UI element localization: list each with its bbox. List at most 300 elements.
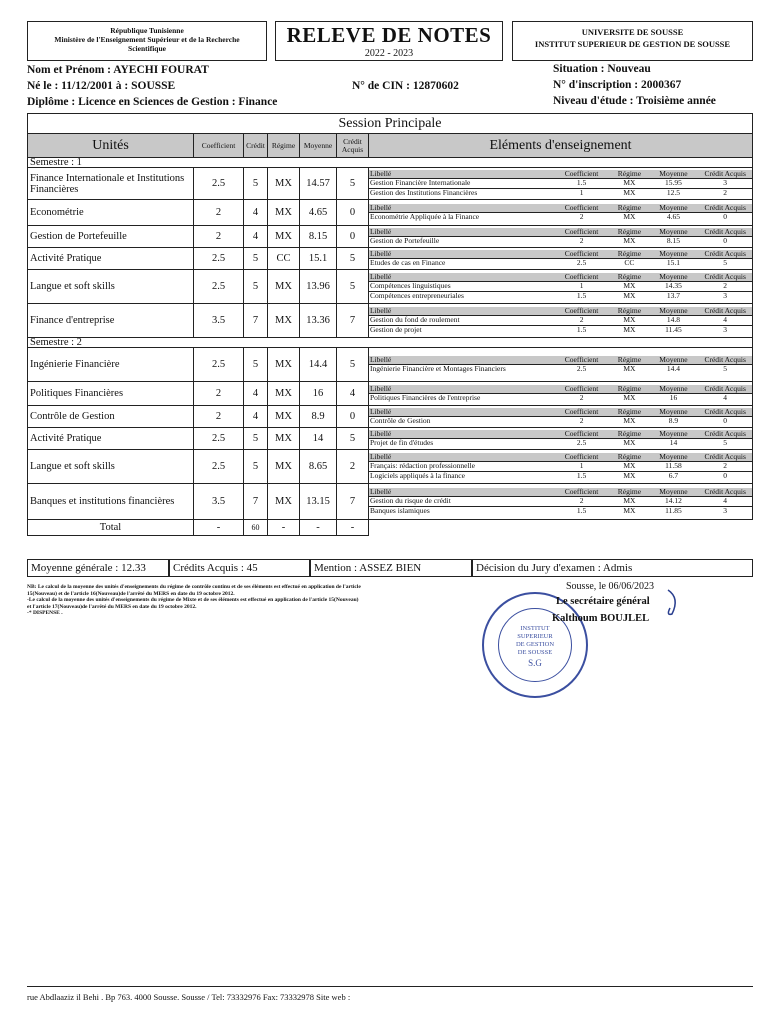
element-credit: 0 bbox=[723, 236, 728, 245]
elements-header-regime: Régime bbox=[610, 204, 648, 213]
elements-header-libelle: Libellé bbox=[369, 356, 553, 365]
unit-credit: 4 bbox=[244, 200, 268, 226]
unit-credit-acquired: 5 bbox=[337, 428, 369, 450]
elements-header-moyenne: Moyenne bbox=[649, 488, 699, 497]
elements-header-credit: Crédit Acquis bbox=[698, 170, 752, 179]
elements-table bbox=[369, 250, 752, 268]
unit-credit-acquired: 0 bbox=[337, 226, 369, 248]
element-regime: MX bbox=[623, 364, 636, 373]
elements-cell bbox=[369, 270, 753, 304]
unit-credit-acquired: 0 bbox=[337, 200, 369, 226]
elements-header-libelle: Libellé bbox=[369, 250, 553, 259]
unit-coefficient: 2.5 bbox=[194, 270, 244, 304]
semester-label: Semestre : 2 bbox=[28, 338, 753, 348]
elements-header-moyenne: Moyenne bbox=[649, 250, 699, 259]
academic-year: 2022 - 2023 bbox=[364, 48, 414, 59]
unit-row bbox=[28, 270, 753, 304]
elements-header-regime: Régime bbox=[610, 356, 648, 365]
unit-row bbox=[28, 248, 753, 270]
element-coefficient: 1.5 bbox=[576, 324, 587, 334]
elements-header-credit: Crédit Acquis bbox=[698, 273, 752, 282]
element-coefficient: 2 bbox=[579, 416, 584, 425]
element-average: 11.85 bbox=[665, 505, 682, 515]
elements-header-coef: Coefficient bbox=[553, 356, 610, 365]
elements-header-credit: Crédit Acquis bbox=[698, 307, 752, 316]
elements-table bbox=[369, 488, 752, 516]
note-line: et l'article 17(Nouveau)de l'arrêté du MERS en date du 19 octobre 2012. bbox=[27, 603, 197, 610]
unit-credit-acquired: 7 bbox=[337, 304, 369, 338]
col-elements: Eléments d'enseignement bbox=[369, 134, 753, 158]
semester-row bbox=[28, 338, 753, 348]
unit-row bbox=[28, 406, 753, 428]
element-credit: 5 bbox=[723, 258, 728, 267]
element-label: Contrôle de Gestion bbox=[370, 416, 431, 425]
unit-average: 8.9 bbox=[300, 406, 337, 428]
unit-credit: 5 bbox=[244, 428, 268, 450]
signatory-role: Le secrétaire général bbox=[556, 596, 650, 607]
element-regime: MX bbox=[623, 212, 636, 221]
official-stamp bbox=[482, 592, 588, 698]
total-blank bbox=[369, 520, 753, 536]
element-regime: MX bbox=[623, 438, 636, 447]
element-credit: 3 bbox=[698, 179, 752, 189]
grades-table bbox=[27, 133, 753, 536]
unit-row bbox=[28, 168, 753, 200]
unit-name: Finance d'entreprise bbox=[28, 304, 194, 338]
total-row bbox=[28, 520, 753, 536]
elements-header-coef: Coefficient bbox=[553, 307, 610, 316]
elements-header-libelle: Libellé bbox=[369, 170, 553, 179]
note-line: NB: Le calcul de la moyenne des unités d'enseignements du régime de contrôle continu et de ses éléments est effectué en application de l'article bbox=[27, 584, 361, 590]
unit-coefficient: 2.5 bbox=[194, 248, 244, 270]
unit-coefficient: 2.5 bbox=[194, 428, 244, 450]
elements-table bbox=[369, 385, 752, 403]
element-credit: 4 bbox=[698, 497, 752, 507]
elements-table bbox=[369, 273, 752, 301]
unit-coefficient: 3.5 bbox=[194, 304, 244, 338]
semester-row bbox=[28, 158, 753, 168]
element-coefficient: 2 bbox=[579, 212, 584, 221]
unit-regime: MX bbox=[268, 304, 300, 338]
element-average: 15.95 bbox=[649, 179, 699, 189]
unit-name: Politiques Financières bbox=[28, 382, 194, 406]
element-credit: 0 bbox=[723, 470, 728, 480]
elements-header-coef: Coefficient bbox=[553, 385, 610, 394]
unit-credit: 7 bbox=[244, 304, 268, 338]
unit-coefficient: 2.5 bbox=[194, 450, 244, 484]
element-regime: MX bbox=[623, 290, 636, 300]
element-label: Gestion de projet bbox=[370, 324, 422, 334]
elements-header-credit: Crédit Acquis bbox=[698, 385, 752, 394]
student-birth: Né le : 11/12/2001 à : SOUSSE bbox=[27, 80, 176, 92]
total-credit-acquired: - bbox=[337, 520, 369, 536]
elements-header-libelle: Libellé bbox=[369, 430, 553, 439]
stamp-text: SUPERIEUR bbox=[517, 633, 553, 640]
element-average: 14 bbox=[669, 438, 678, 447]
elements-header-moyenne: Moyenne bbox=[649, 170, 699, 179]
element-regime: MX bbox=[610, 282, 648, 292]
element-regime: MX bbox=[623, 416, 636, 425]
unit-average: 8.15 bbox=[300, 226, 337, 248]
element-average: 8.9 bbox=[668, 416, 679, 425]
elements-cell bbox=[369, 406, 753, 428]
element-row bbox=[369, 417, 752, 426]
unit-name: Econométrie bbox=[28, 200, 194, 226]
element-row bbox=[369, 462, 752, 472]
unit-average: 14.57 bbox=[300, 168, 337, 200]
ministry-line-1: République Tunisienne bbox=[110, 26, 184, 35]
unit-credit: 4 bbox=[244, 226, 268, 248]
col-credit: Crédit bbox=[244, 134, 268, 158]
element-credit: 2 bbox=[698, 282, 752, 292]
element-label: Econométrie Appliquée à la Finance bbox=[370, 212, 480, 221]
elements-header-coef: Coefficient bbox=[553, 204, 610, 213]
elements-cell bbox=[369, 248, 753, 270]
unit-credit: 5 bbox=[244, 348, 268, 382]
element-average: 13.7 bbox=[666, 290, 681, 300]
student-level: Niveau d'étude : Troisième année bbox=[553, 95, 716, 107]
title-box bbox=[275, 21, 503, 61]
element-row bbox=[369, 237, 752, 246]
unit-average: 14.4 bbox=[300, 348, 337, 382]
element-label: Gestion du fond de roulement bbox=[369, 316, 553, 326]
elements-cell bbox=[369, 304, 753, 338]
element-coefficient: 1 bbox=[553, 282, 610, 292]
element-coefficient: 2 bbox=[579, 393, 584, 402]
element-label: Gestion des Institutions Financières bbox=[370, 187, 478, 197]
elements-header-credit: Crédit Acquis bbox=[698, 408, 752, 417]
element-regime: MX bbox=[623, 324, 636, 334]
element-label: Compétences entrepreneuriales bbox=[370, 290, 464, 300]
note-line: -Le calcul de la moyenne des unités d'enseignements du régime de Mixte et de ses éléments est effectué en application de l'article 15(Nouveau) bbox=[27, 597, 359, 603]
element-label: Logiciels appliqués à la finance bbox=[370, 470, 465, 480]
element-row bbox=[369, 471, 752, 480]
unit-coefficient: 2 bbox=[194, 406, 244, 428]
unit-name: Langue et soft skills bbox=[28, 270, 194, 304]
elements-header-moyenne: Moyenne bbox=[649, 430, 699, 439]
elements-header-regime: Régime bbox=[610, 453, 648, 462]
elements-header-libelle: Libellé bbox=[369, 204, 553, 213]
mention: Mention : ASSEZ BIEN bbox=[310, 559, 472, 577]
unit-regime: MX bbox=[268, 428, 300, 450]
element-row bbox=[369, 506, 752, 515]
unit-credit: 7 bbox=[244, 484, 268, 520]
elements-table bbox=[369, 204, 752, 222]
element-credit: 5 bbox=[723, 364, 728, 373]
address-footer: rue Abdlaaziz il Behi . Bp 763. 4000 Sousse. Sousse / Tel: 73332976 Fax: 73332978 Site web : bbox=[27, 986, 753, 1002]
unit-credit-acquired: 2 bbox=[337, 450, 369, 484]
element-average: 14.4 bbox=[666, 364, 681, 373]
elements-header-regime: Régime bbox=[610, 250, 648, 259]
element-average: 8.15 bbox=[666, 236, 681, 245]
elements-cell bbox=[369, 382, 753, 406]
element-average: 14.12 bbox=[649, 497, 699, 507]
elements-header-libelle: Libellé bbox=[369, 453, 553, 462]
elements-header-regime: Régime bbox=[610, 307, 648, 316]
total-average: - bbox=[300, 520, 337, 536]
element-row bbox=[369, 394, 752, 403]
elements-header-coef: Coefficient bbox=[553, 273, 610, 282]
elements-header-libelle: Libellé bbox=[369, 385, 553, 394]
elements-header-regime: Régime bbox=[610, 408, 648, 417]
element-label: Français: rédaction professionnelle bbox=[369, 462, 553, 472]
element-credit: 3 bbox=[723, 324, 728, 334]
element-credit: 2 bbox=[698, 462, 752, 472]
general-average: Moyenne générale : 12.33 bbox=[27, 559, 169, 577]
unit-coefficient: 2.5 bbox=[194, 348, 244, 382]
unit-average: 13.36 bbox=[300, 304, 337, 338]
stamp-text: DE SOUSSE bbox=[517, 649, 553, 656]
element-coefficient: 1.5 bbox=[576, 470, 587, 480]
element-label: Gestion du risque de crédit bbox=[369, 497, 553, 507]
unit-average: 15.1 bbox=[300, 248, 337, 270]
ministry-box bbox=[27, 21, 267, 61]
elements-header-coef: Coefficient bbox=[553, 170, 610, 179]
element-regime: MX bbox=[623, 505, 636, 515]
col-coefficient: Coefficient bbox=[194, 134, 244, 158]
elements-cell bbox=[369, 168, 753, 200]
elements-header-moyenne: Moyenne bbox=[649, 273, 699, 282]
student-inscription: N° d'inscription : 2000367 bbox=[553, 79, 682, 91]
session-title: Session Principale bbox=[27, 113, 753, 133]
elements-table bbox=[369, 170, 752, 198]
element-coefficient: 2.5 bbox=[576, 258, 587, 267]
element-average: 16 bbox=[669, 393, 678, 402]
element-row bbox=[369, 188, 752, 197]
legal-notes bbox=[27, 584, 467, 617]
elements-header-coef: Coefficient bbox=[553, 408, 610, 417]
element-label: Banques islamiques bbox=[370, 505, 430, 515]
element-credit: 0 bbox=[723, 212, 728, 221]
element-label: Projet de fin d'études bbox=[370, 438, 434, 447]
element-coefficient: 1 bbox=[579, 187, 584, 197]
unit-name: Activité Pratique bbox=[28, 428, 194, 450]
element-regime: MX bbox=[623, 236, 636, 245]
total-regime: - bbox=[268, 520, 300, 536]
signature-mark bbox=[660, 588, 690, 618]
unit-regime: MX bbox=[268, 382, 300, 406]
unit-regime: CC bbox=[268, 248, 300, 270]
unit-credit: 4 bbox=[244, 406, 268, 428]
element-credit: 4 bbox=[698, 316, 752, 326]
elements-header-coef: Coefficient bbox=[553, 228, 610, 237]
elements-cell bbox=[369, 428, 753, 450]
note-line: -* DISPENSE . bbox=[27, 610, 63, 616]
element-average: 6.7 bbox=[668, 470, 679, 480]
ministry-line-2: Ministère de l'Enseignement Supérieur et de la Recherche bbox=[54, 35, 240, 44]
elements-cell bbox=[369, 226, 753, 248]
jury-decision: Décision du Jury d'examen : Admis bbox=[472, 559, 753, 577]
element-label: Politiques Financières de l'entreprise bbox=[370, 393, 481, 402]
unit-average: 8.65 bbox=[300, 450, 337, 484]
unit-regime: MX bbox=[268, 484, 300, 520]
unit-name: Activité Pratique bbox=[28, 248, 194, 270]
elements-header-moyenne: Moyenne bbox=[649, 228, 699, 237]
unit-row bbox=[28, 226, 753, 248]
total-coefficient: - bbox=[194, 520, 244, 536]
unit-credit-acquired: 5 bbox=[337, 348, 369, 382]
stamp-text: DE GESTION bbox=[515, 641, 555, 648]
element-label: Gestion Financière Internationale bbox=[369, 179, 553, 189]
elements-header-regime: Régime bbox=[610, 228, 648, 237]
institute-name: INSTITUT SUPERIEUR DE GESTION DE SOUSSE bbox=[534, 39, 731, 49]
element-average: 15.1 bbox=[666, 258, 681, 267]
element-row bbox=[369, 282, 752, 292]
elements-header-regime: Régime bbox=[610, 170, 648, 179]
unit-credit-acquired: 4 bbox=[337, 382, 369, 406]
unit-credit: 5 bbox=[244, 248, 268, 270]
unit-average: 13.15 bbox=[300, 484, 337, 520]
university-box bbox=[512, 21, 753, 61]
element-average: 14.35 bbox=[649, 282, 699, 292]
unit-name: Langue et soft skills bbox=[28, 450, 194, 484]
element-label: Etudes de cas en Finance bbox=[370, 258, 446, 267]
element-coefficient: 2 bbox=[553, 316, 610, 326]
unit-average: 4.65 bbox=[300, 200, 337, 226]
element-regime: MX bbox=[610, 316, 648, 326]
elements-header-libelle: Libellé bbox=[369, 488, 553, 497]
unit-coefficient: 2 bbox=[194, 200, 244, 226]
elements-table bbox=[369, 408, 752, 426]
element-row bbox=[369, 259, 752, 268]
element-average: 12.5 bbox=[666, 187, 681, 197]
element-average: 4.65 bbox=[666, 212, 681, 221]
element-average: 11.45 bbox=[665, 324, 682, 334]
element-average: 14.8 bbox=[649, 316, 699, 326]
stamp-text: INSTITUT bbox=[520, 625, 550, 632]
col-unites: Unités bbox=[28, 134, 194, 158]
unit-row bbox=[28, 484, 753, 520]
elements-table bbox=[369, 453, 752, 481]
unit-row bbox=[28, 450, 753, 484]
elements-cell bbox=[369, 200, 753, 226]
elements-cell bbox=[369, 348, 753, 382]
elements-header-coef: Coefficient bbox=[553, 453, 610, 462]
elements-header-credit: Crédit Acquis bbox=[698, 430, 752, 439]
elements-table bbox=[369, 228, 752, 246]
elements-header-libelle: Libellé bbox=[369, 307, 553, 316]
elements-header-regime: Régime bbox=[610, 430, 648, 439]
unit-credit-acquired: 5 bbox=[337, 248, 369, 270]
student-cin: N° de CIN : 12870602 bbox=[352, 80, 459, 92]
student-situation: Situation : Nouveau bbox=[553, 63, 651, 75]
unit-name: Gestion de Portefeuille bbox=[28, 226, 194, 248]
elements-header-coef: Coefficient bbox=[553, 430, 610, 439]
element-average: 11.58 bbox=[649, 462, 699, 472]
unit-credit-acquired: 0 bbox=[337, 406, 369, 428]
elements-header-moyenne: Moyenne bbox=[649, 204, 699, 213]
col-regime: Régime bbox=[268, 134, 300, 158]
element-coefficient: 2.5 bbox=[576, 438, 587, 447]
unit-regime: MX bbox=[268, 270, 300, 304]
elements-header-coef: Coefficient bbox=[553, 488, 610, 497]
element-coefficient: 1 bbox=[553, 462, 610, 472]
element-row bbox=[369, 291, 752, 300]
total-label: Total bbox=[28, 520, 194, 536]
unit-credit-acquired: 5 bbox=[337, 168, 369, 200]
unit-credit-acquired: 7 bbox=[337, 484, 369, 520]
student-diploma: Diplôme : Licence en Sciences de Gestion : Finance bbox=[27, 96, 278, 108]
elements-header-libelle: Libellé bbox=[369, 273, 553, 282]
elements-header-credit: Crédit Acquis bbox=[698, 356, 752, 365]
element-coefficient: 1.5 bbox=[576, 505, 587, 515]
element-credit: 3 bbox=[723, 505, 728, 515]
unit-average: 14 bbox=[300, 428, 337, 450]
element-row bbox=[369, 316, 752, 326]
elements-table bbox=[369, 430, 752, 448]
element-coefficient: 2 bbox=[579, 236, 584, 245]
unit-average: 16 bbox=[300, 382, 337, 406]
element-row bbox=[369, 439, 752, 448]
unit-coefficient: 2.5 bbox=[194, 168, 244, 200]
element-credit: 3 bbox=[723, 290, 728, 300]
element-row bbox=[369, 179, 752, 189]
place-date: Sousse, le 06/06/2023 bbox=[566, 581, 655, 592]
elements-header-moyenne: Moyenne bbox=[649, 408, 699, 417]
element-regime: MX bbox=[623, 470, 636, 480]
credits-acquired: Crédits Acquis : 45 bbox=[169, 559, 310, 577]
element-credit: 4 bbox=[723, 393, 728, 402]
elements-header-libelle: Libellé bbox=[369, 408, 553, 417]
col-credit-acquis: Crédit Acquis bbox=[337, 134, 369, 158]
elements-table bbox=[369, 356, 752, 374]
element-coefficient: 1.5 bbox=[576, 290, 587, 300]
unit-coefficient: 3.5 bbox=[194, 484, 244, 520]
elements-header-libelle: Libellé bbox=[369, 228, 553, 237]
element-row bbox=[369, 325, 752, 334]
element-label: Compétences linguistiques bbox=[369, 282, 553, 292]
student-name: Nom et Prénom : AYECHI FOURAT bbox=[27, 64, 209, 76]
elements-header-regime: Régime bbox=[610, 385, 648, 394]
elements-header-credit: Crédit Acquis bbox=[698, 250, 752, 259]
elements-header-credit: Crédit Acquis bbox=[698, 228, 752, 237]
element-regime: MX bbox=[610, 462, 648, 472]
unit-credit: 5 bbox=[244, 270, 268, 304]
elements-header-moyenne: Moyenne bbox=[649, 453, 699, 462]
element-regime: MX bbox=[623, 393, 636, 402]
unit-credit: 5 bbox=[244, 450, 268, 484]
element-label: Gestion de Portefeuille bbox=[370, 236, 440, 245]
unit-coefficient: 2 bbox=[194, 226, 244, 248]
element-regime: MX bbox=[610, 179, 648, 189]
unit-row bbox=[28, 200, 753, 226]
unit-name: Finance Internationale et Institutions Financières bbox=[28, 168, 194, 200]
unit-credit: 5 bbox=[244, 168, 268, 200]
elements-header-moyenne: Moyenne bbox=[649, 307, 699, 316]
unit-regime: MX bbox=[268, 406, 300, 428]
unit-row bbox=[28, 348, 753, 382]
unit-credit-acquired: 5 bbox=[337, 270, 369, 304]
elements-header-moyenne: Moyenne bbox=[649, 356, 699, 365]
element-coefficient: 1.5 bbox=[553, 179, 610, 189]
unit-name: Ingénierie Financière bbox=[28, 348, 194, 382]
col-moyenne: Moyenne bbox=[300, 134, 337, 158]
element-row bbox=[369, 497, 752, 507]
elements-header-moyenne: Moyenne bbox=[649, 385, 699, 394]
element-credit: 2 bbox=[723, 187, 728, 197]
unit-regime: MX bbox=[268, 348, 300, 382]
element-row bbox=[369, 365, 752, 374]
element-credit: 0 bbox=[723, 416, 728, 425]
elements-cell bbox=[369, 484, 753, 520]
unit-regime: MX bbox=[268, 200, 300, 226]
note-line: 15(Nouveau) et de l'article 16(Nouveau)de l'arrêté du MERS en date du 19 octobre 2012. bbox=[27, 590, 235, 597]
elements-header-credit: Crédit Acquis bbox=[698, 453, 752, 462]
unit-row bbox=[28, 304, 753, 338]
elements-header-credit: Crédit Acquis bbox=[698, 488, 752, 497]
total-credit: 60 bbox=[244, 520, 268, 536]
unit-regime: MX bbox=[268, 450, 300, 484]
